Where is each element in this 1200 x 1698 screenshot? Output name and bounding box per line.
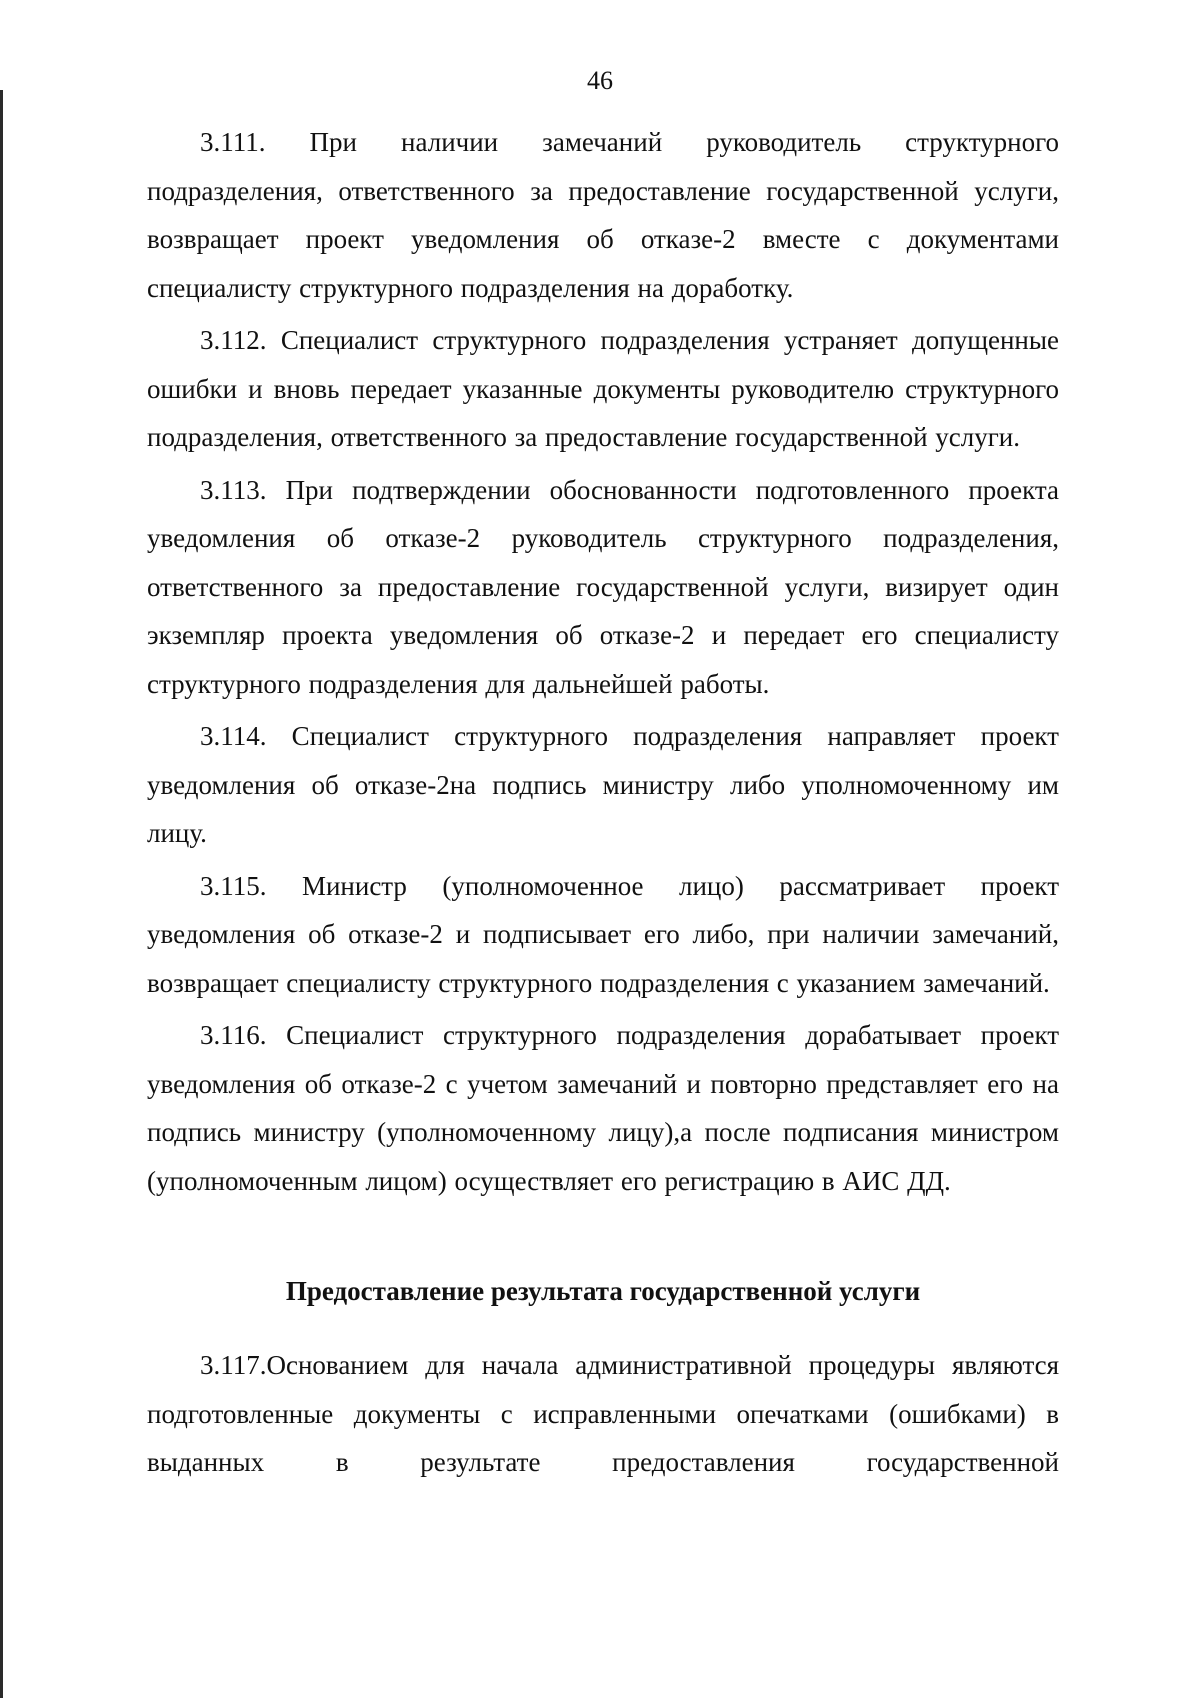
paragraph-3-117: 3.117.Основанием для начала административной процедуры являются подготовленные документы с исправленными опечатками (ошибками) в выданных в результате предоставления государственной <box>147 1350 1059 1477</box>
paragraph-3-112: 3.112. Специалист структурного подразделения устраняет допущенные ошибки и вновь передает указанные документы руководителю структурного подразделения, ответственного за предоставление государственной услуги. <box>147 325 1059 452</box>
scan-edge-line <box>0 90 3 1698</box>
paragraph-3-114: 3.114. Специалист структурного подразделения направляет проект уведомления об отказе-2на подпись министру либо уполномоченному им лицу. <box>147 721 1059 848</box>
page-number: 46 <box>587 66 613 95</box>
paragraph-3-115: 3.115. Министр (уполномоченное лицо) рассматривает проект уведомления об отказе-2 и подписывает его либо, при наличии замечаний, возвращает специалисту структурного подразделения с указанием замечаний. <box>147 870 1059 998</box>
section-heading: Предоставление результата государственной услуги <box>285 1276 921 1306</box>
paragraph-3-113: 3.113. При подтверждении обоснованности подготовленного проекта уведомления об отказе-2 руководитель структурного подразделения, ответственного за предоставление государственной услуги, визирует один экземпляр проекта уведомления об отказе-2 и передает его специалисту структурного подразделения для дальнейшей работы. <box>147 474 1059 699</box>
paragraph-3-111: 3.111. При наличии замечаний руководитель структурного подразделения, ответственного за предоставление государственной услуги, возвращает проект уведомления об отказе-2 вместе с документами специалисту структурного подразделения на доработку. <box>147 127 1059 303</box>
document-body <box>147 118 1059 1491</box>
paragraph-3-116: 3.116. Специалист структурного подразделения дорабатывает проект уведомления об отказе-2 с учетом замечаний и повторно представляет его на подпись министру (уполномоченному лицу),а после подписания министром (уполномоченным лицом) осуществляет его регистрацию в АИС ДД. <box>147 1020 1059 1196</box>
